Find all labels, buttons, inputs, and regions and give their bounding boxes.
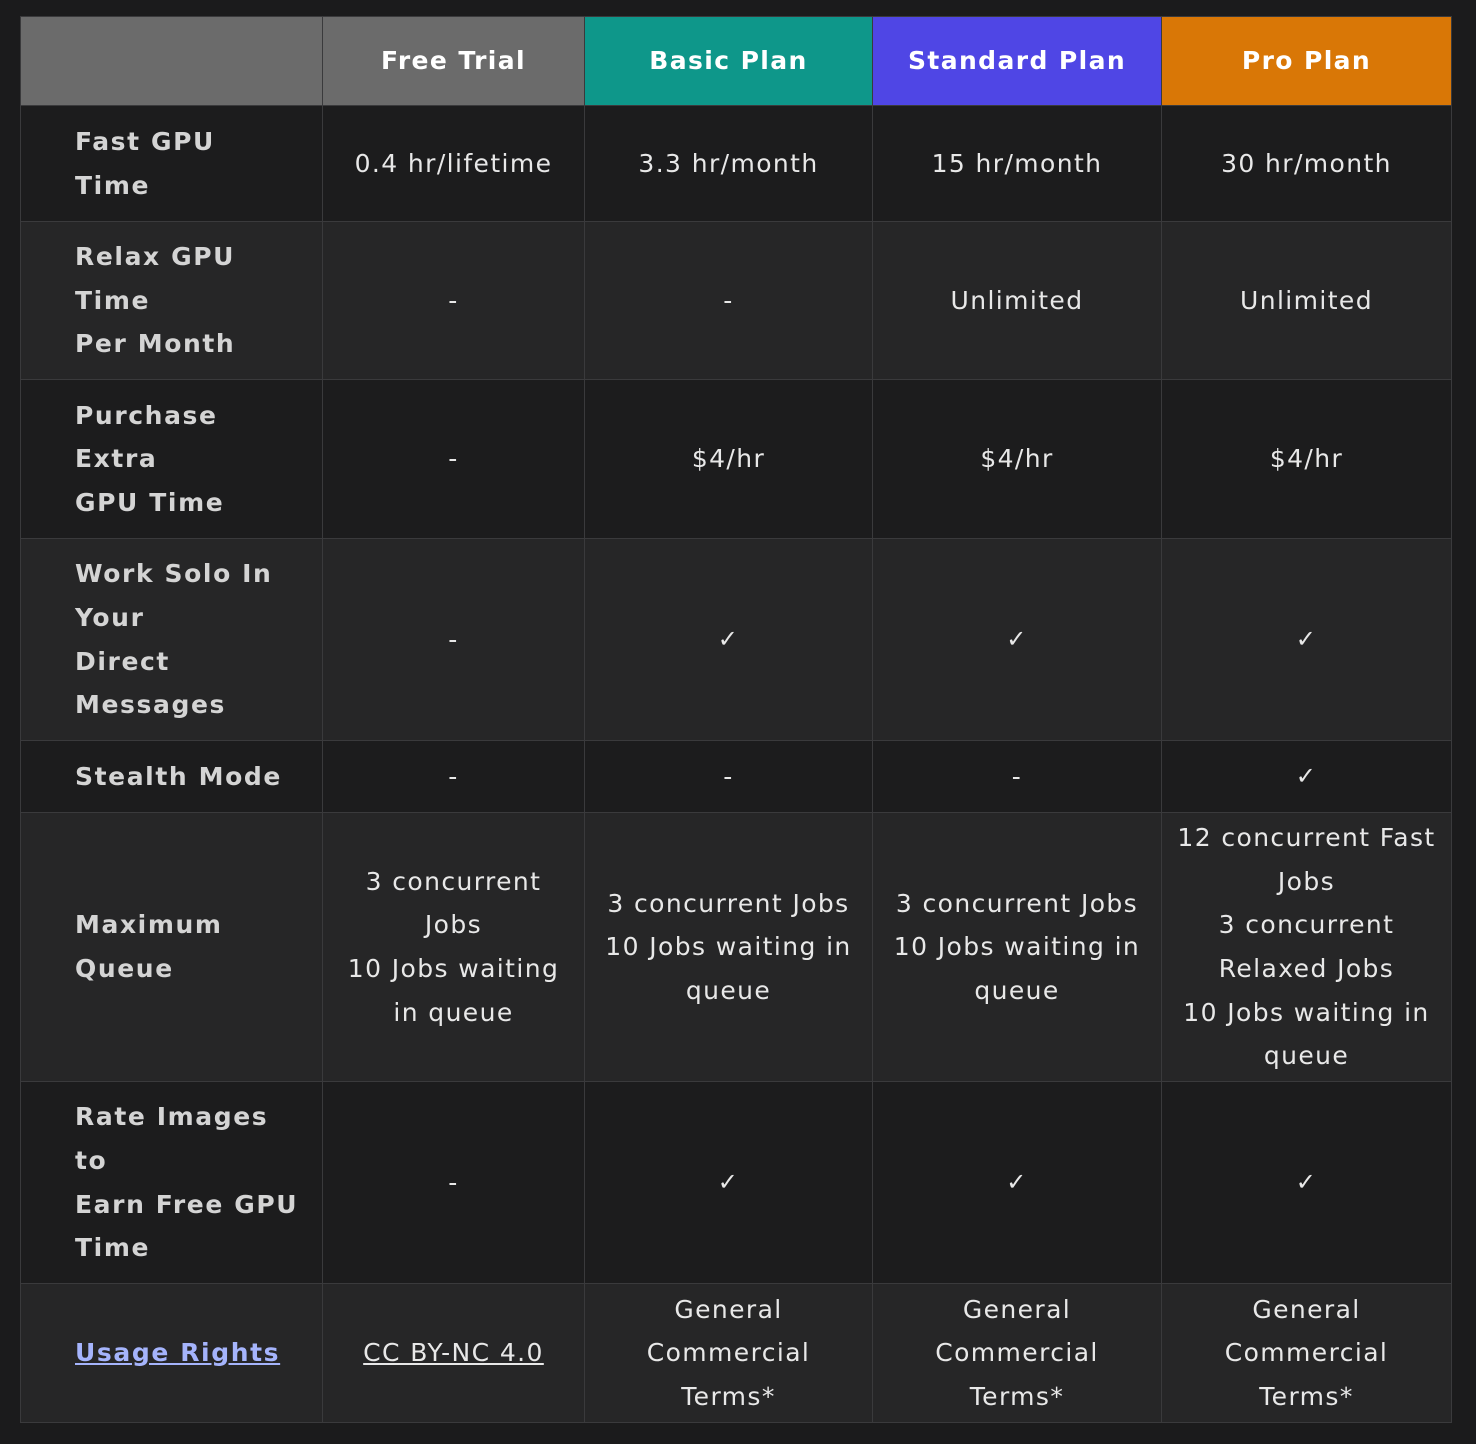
header-row <box>21 17 1452 106</box>
cell-standard <box>873 1082 1162 1284</box>
cell-text: - <box>448 444 459 474</box>
cell-text: Terms* <box>969 1381 1065 1411</box>
row-label <box>21 380 323 539</box>
header-free-trial: Free Trial <box>323 17 585 106</box>
cell-text: Terms* <box>681 1381 776 1411</box>
cell-standard <box>873 1284 1162 1423</box>
cell-text: 3 concurrent Jobs <box>895 888 1139 918</box>
cell-basic <box>585 813 873 1082</box>
label-line: Per Month <box>75 329 236 359</box>
label-line: Maximum <box>75 910 223 940</box>
cell-text: $4/hr <box>1269 444 1344 474</box>
row-label <box>21 1082 323 1284</box>
label-line: Fast GPU <box>75 126 215 156</box>
row-label <box>21 539 323 741</box>
row-relax-gpu-time <box>21 222 1452 380</box>
label-line: Stealth Mode <box>75 761 282 791</box>
cell-text: 3 concurrent <box>1218 910 1395 940</box>
cell-free <box>323 380 585 539</box>
pricing-comparison <box>20 16 1451 1423</box>
check-icon: ✓ <box>1006 1167 1028 1196</box>
check-icon: ✓ <box>717 1167 740 1196</box>
row-fast-gpu-time <box>21 106 1452 222</box>
check-icon: ✓ <box>1006 624 1028 653</box>
cell-text: General <box>1252 1294 1361 1324</box>
cell-text: 12 concurrent Fast <box>1177 823 1436 853</box>
cell-text: in queue <box>393 997 514 1027</box>
cell-standard <box>873 222 1162 380</box>
cell-standard <box>873 741 1162 813</box>
check-icon: ✓ <box>717 624 740 653</box>
cell-text: Unlimited <box>1240 285 1373 315</box>
cell-free <box>323 1284 585 1423</box>
cell-pro <box>1162 1082 1452 1284</box>
cell-pro <box>1162 813 1452 1082</box>
header-basic-plan: Basic Plan <box>585 17 873 106</box>
row-usage-rights <box>21 1284 1452 1423</box>
cell-text: - <box>448 761 459 791</box>
plan-comparison-table <box>20 16 1452 1423</box>
check-icon: ✓ <box>1295 624 1318 653</box>
label-line: Time <box>75 170 151 200</box>
label-line: Queue <box>75 954 174 983</box>
cell-text: 3 concurrent <box>365 866 542 896</box>
cell-text: Relaxed Jobs <box>1218 954 1395 983</box>
cell-text: 30 hr/month <box>1221 148 1392 178</box>
cell-pro <box>1162 539 1452 741</box>
cell-text: 3 concurrent Jobs <box>607 888 850 918</box>
row-label <box>21 106 323 222</box>
cell-text: 10 Jobs waiting <box>347 954 560 983</box>
label-line: Purchase <box>75 400 218 430</box>
cell-text: 10 Jobs waiting in <box>893 932 1141 962</box>
cell-text: 10 Jobs waiting in <box>605 932 852 962</box>
cell-free <box>323 222 585 380</box>
cell-standard <box>873 813 1162 1082</box>
cell-text: - <box>723 761 734 791</box>
cell-text: General <box>962 1294 1072 1324</box>
cell-pro <box>1162 380 1452 539</box>
cell-pro <box>1162 106 1452 222</box>
header-pro-plan: Pro Plan <box>1162 17 1452 106</box>
label-line: Work Solo In <box>75 559 273 589</box>
cell-text: - <box>448 1167 459 1197</box>
label-line: Your <box>75 602 145 632</box>
label-line: Rate Images <box>75 1102 269 1132</box>
cell-text: - <box>1011 761 1023 791</box>
check-icon: ✓ <box>1295 1167 1318 1196</box>
cell-pro <box>1162 1284 1452 1423</box>
cell-text: Commercial <box>1224 1338 1389 1368</box>
label-line: Time <box>75 1233 151 1263</box>
cell-standard <box>873 539 1162 741</box>
cell-standard <box>873 106 1162 222</box>
cell-pro <box>1162 741 1452 813</box>
row-label <box>21 741 323 813</box>
cell-free <box>323 741 585 813</box>
check-icon: ✓ <box>1295 761 1318 790</box>
cell-text: queue <box>974 975 1060 1005</box>
cell-basic <box>585 222 873 380</box>
cell-basic <box>585 380 873 539</box>
cell-text: queue <box>1263 1041 1350 1071</box>
header-standard-plan: Standard Plan <box>873 17 1162 106</box>
header-blank <box>21 17 323 106</box>
cell-text: General <box>674 1294 783 1324</box>
label-line: GPU Time <box>75 487 225 517</box>
row-label <box>21 222 323 380</box>
label-line: Direct <box>75 646 170 676</box>
row-rate-images <box>21 1082 1452 1284</box>
row-stealth-mode <box>21 741 1452 813</box>
cell-text: Jobs <box>424 910 483 940</box>
cell-text: Jobs <box>1277 866 1336 896</box>
cell-text: 3.3 hr/month <box>638 148 819 178</box>
row-work-solo <box>21 539 1452 741</box>
cell-free <box>323 539 585 741</box>
row-label <box>21 1284 323 1423</box>
label-line: to <box>75 1145 108 1175</box>
cell-text: 15 hr/month <box>931 148 1103 178</box>
cell-free <box>323 106 585 222</box>
cell-text: 0.4 hr/lifetime <box>354 148 553 178</box>
cc-license-link[interactable]: CC BY-NC 4.0 <box>363 1338 544 1368</box>
cell-text: Commercial <box>935 1338 1099 1368</box>
label-line: Messages <box>75 690 226 720</box>
cell-basic <box>585 1082 873 1284</box>
cell-text: $4/hr <box>691 444 766 474</box>
row-purchase-extra-gpu-time <box>21 380 1452 539</box>
label-line: Earn Free GPU <box>75 1189 299 1219</box>
cell-standard <box>873 380 1162 539</box>
cell-free <box>323 813 585 1082</box>
cell-text: Terms* <box>1259 1381 1354 1411</box>
cell-basic <box>585 539 873 741</box>
row-label <box>21 813 323 1082</box>
cell-free <box>323 1082 585 1284</box>
cell-text: - <box>448 285 459 315</box>
cell-text: queue <box>685 975 772 1005</box>
cell-basic <box>585 1284 873 1423</box>
label-line: Relax GPU <box>75 242 236 272</box>
cell-text: Commercial <box>646 1338 811 1368</box>
label-line: Time <box>75 285 151 315</box>
label-line: Extra <box>75 444 158 474</box>
cell-text: - <box>448 624 459 654</box>
cell-pro <box>1162 222 1452 380</box>
cell-text: Unlimited <box>950 285 1084 315</box>
cell-basic <box>585 106 873 222</box>
cell-text: 10 Jobs waiting in <box>1183 997 1430 1027</box>
cell-text: - <box>723 285 734 315</box>
row-maximum-queue <box>21 813 1452 1082</box>
usage-rights-link[interactable]: Usage Rights <box>75 1338 281 1368</box>
cell-text: $4/hr <box>980 444 1054 474</box>
cell-basic <box>585 741 873 813</box>
